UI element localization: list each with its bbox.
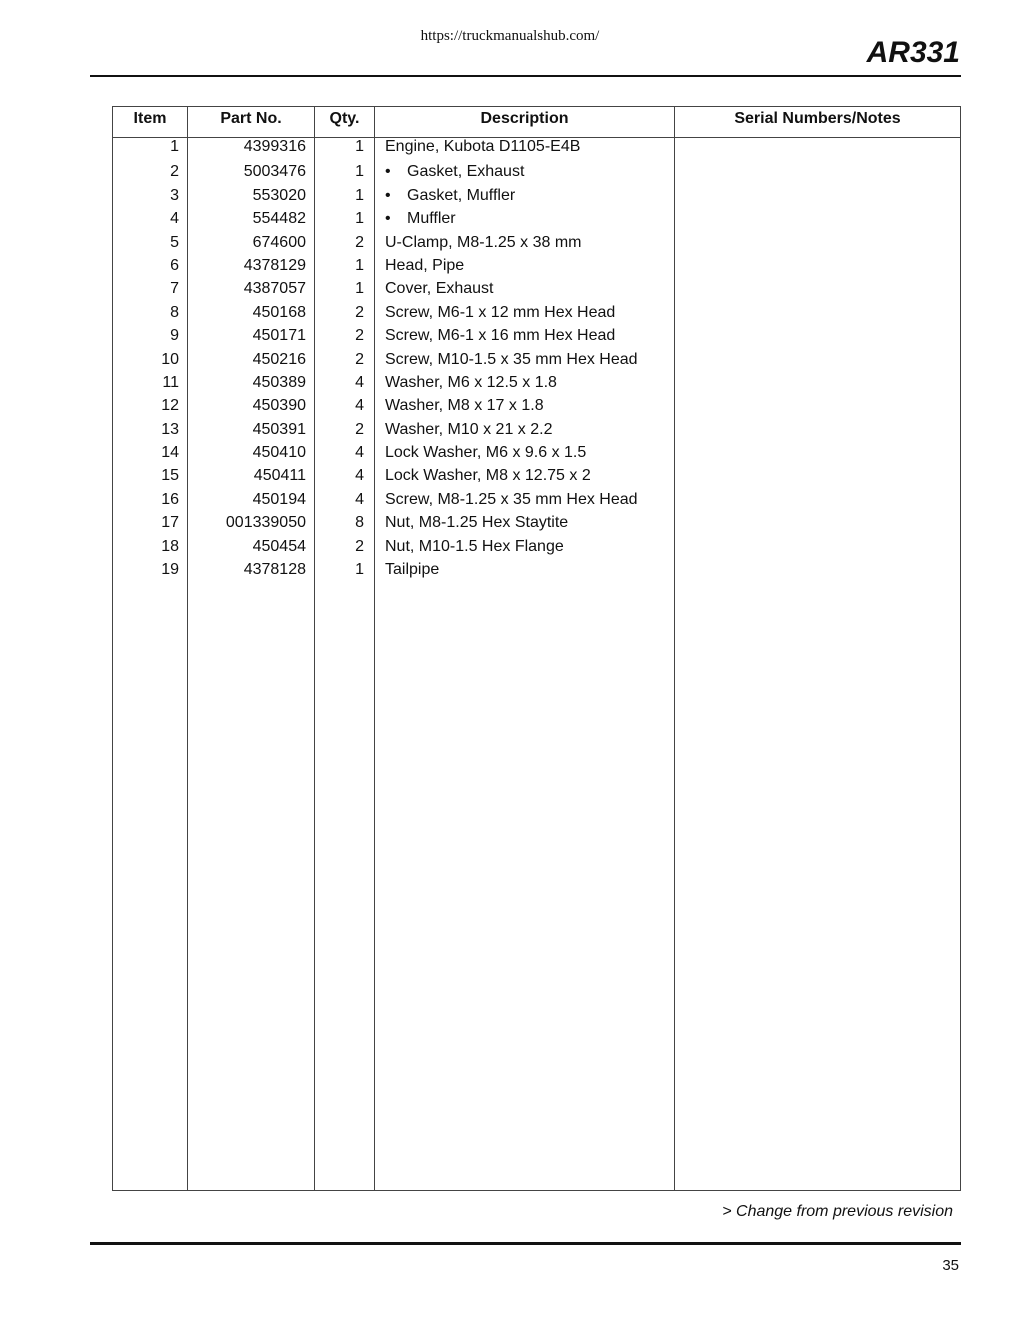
top-divider — [90, 75, 961, 77]
part-number: 4378128 — [243, 561, 306, 579]
description-text: Washer, M8 x 17 x 1.8 — [385, 397, 544, 415]
description-text: Head, Pipe — [385, 256, 465, 274]
description — [385, 324, 675, 347]
description-text: Screw, M8-1.25 x 35 mm Hex Head — [385, 490, 638, 508]
description-text: Lock Washer, M6 x 9.6 x 1.5 — [385, 444, 587, 462]
table-row — [113, 231, 960, 254]
quantity: 1 — [355, 186, 364, 204]
item-number: 11 — [162, 373, 179, 391]
description — [385, 394, 675, 417]
description — [385, 231, 675, 254]
table-row — [113, 301, 960, 324]
part-number: 553020 — [252, 186, 306, 204]
quantity: 1 — [355, 210, 364, 228]
item-number: 19 — [161, 561, 179, 579]
part-number: 450194 — [252, 490, 306, 508]
description — [385, 348, 675, 371]
source-url: https://truckmanualshub.com/ — [420, 28, 600, 44]
description-text: Gasket, Muffler — [407, 186, 516, 204]
quantity: 2 — [355, 350, 364, 368]
quantity: 1 — [355, 280, 364, 298]
item-number: 9 — [170, 327, 179, 345]
quantity: 1 — [355, 138, 364, 155]
bottom-divider — [90, 1242, 961, 1245]
description — [385, 160, 675, 183]
table-row — [113, 348, 960, 371]
description-text: Screw, M6-1 x 16 mm Hex Head — [385, 327, 616, 345]
description — [385, 137, 675, 160]
description — [385, 301, 675, 324]
quantity: 4 — [355, 490, 364, 508]
part-number: 4378129 — [243, 256, 306, 274]
description-text: Nut, M10-1.5 Hex Flange — [385, 537, 564, 555]
description — [385, 558, 675, 581]
description-text: Nut, M8-1.25 Hex Staytite — [385, 514, 569, 532]
item-number: 14 — [161, 444, 179, 462]
table-row — [113, 371, 960, 394]
table-row — [113, 207, 960, 230]
part-number: 4387057 — [243, 280, 306, 298]
quantity: 4 — [355, 373, 364, 391]
item-number: 6 — [170, 256, 179, 274]
table-row — [113, 558, 960, 581]
column-header-part-no: Part No. — [220, 110, 282, 127]
bullet-marker: • — [385, 163, 391, 181]
quantity: 2 — [355, 420, 364, 438]
item-number: 1 — [170, 138, 179, 155]
column-header-serial-notes: Serial Numbers/Notes — [734, 110, 901, 127]
description — [385, 277, 675, 300]
part-number: 450216 — [252, 350, 306, 368]
quantity: 1 — [355, 163, 364, 181]
quantity: 2 — [355, 537, 364, 555]
description-text: Muffler — [407, 210, 456, 228]
table-row — [113, 535, 960, 558]
column-header-description: Description — [480, 110, 569, 127]
description-text: Screw, M6-1 x 12 mm Hex Head — [385, 303, 616, 321]
model-title: AR331 — [866, 36, 960, 69]
description-text: Gasket, Exhaust — [407, 163, 525, 181]
quantity: 4 — [355, 444, 364, 462]
description — [385, 418, 675, 441]
bullet-marker: • — [385, 186, 391, 204]
table-row — [113, 488, 960, 511]
part-number: 5003476 — [243, 163, 306, 181]
quantity: 8 — [355, 514, 364, 532]
description — [385, 184, 675, 207]
table-row — [113, 511, 960, 534]
item-number: 13 — [161, 420, 179, 438]
description-text: Tailpipe — [385, 561, 440, 579]
table-row — [113, 277, 960, 300]
item-number: 8 — [170, 303, 179, 321]
description-text: U-Clamp, M8-1.25 x 38 mm — [385, 233, 582, 251]
item-number: 2 — [170, 163, 179, 181]
item-number: 7 — [170, 280, 179, 298]
part-number: 450390 — [252, 397, 306, 415]
page-number: 35 — [942, 1257, 959, 1274]
item-number: 17 — [161, 514, 179, 532]
item-number: 4 — [170, 210, 179, 228]
description — [385, 511, 675, 534]
table-row — [113, 394, 960, 417]
description — [385, 207, 675, 230]
item-number: 10 — [161, 350, 179, 368]
table-row — [113, 254, 960, 277]
item-number: 5 — [170, 233, 179, 251]
table-body — [113, 137, 960, 581]
quantity: 4 — [355, 467, 364, 485]
table-row — [113, 160, 960, 183]
description — [385, 441, 675, 464]
part-number: 450411 — [253, 467, 306, 485]
quantity: 2 — [355, 327, 364, 345]
quantity: 1 — [355, 561, 364, 579]
column-header-qty: Qty. — [329, 110, 360, 127]
description-text: Engine, Kubota D1105-E4B — [385, 138, 581, 155]
description — [385, 488, 675, 511]
part-number: 450391 — [252, 420, 306, 438]
bullet-marker: • — [385, 210, 391, 228]
item-number: 3 — [170, 186, 179, 204]
column-header-item: Item — [133, 110, 167, 127]
description-text: Cover, Exhaust — [385, 280, 494, 298]
table-row — [113, 441, 960, 464]
description-text: Washer, M10 x 21 x 2.2 — [385, 420, 553, 438]
table-row — [113, 418, 960, 441]
table-row — [113, 464, 960, 487]
parts-table — [112, 106, 961, 1191]
quantity: 2 — [355, 303, 364, 321]
part-number: 001339050 — [225, 514, 306, 532]
table-row — [113, 324, 960, 347]
description — [385, 371, 675, 394]
quantity: 2 — [355, 233, 364, 251]
part-number: 450171 — [252, 327, 306, 345]
quantity: 1 — [355, 256, 364, 274]
table-row — [113, 137, 960, 160]
description — [385, 254, 675, 277]
description-text: Washer, M6 x 12.5 x 1.8 — [385, 373, 557, 391]
part-number: 450454 — [252, 537, 306, 555]
table-row — [113, 184, 960, 207]
part-number: 450168 — [252, 303, 306, 321]
quantity: 4 — [355, 397, 364, 415]
description — [385, 535, 675, 558]
part-number: 554482 — [252, 210, 306, 228]
part-number: 674600 — [252, 233, 306, 251]
description-text: Lock Washer, M8 x 12.75 x 2 — [385, 467, 591, 485]
part-number: 450410 — [252, 444, 306, 462]
description-text: Screw, M10-1.5 x 35 mm Hex Head — [385, 350, 638, 368]
description — [385, 464, 675, 487]
revision-note: > Change from previous revision — [722, 1203, 953, 1220]
item-number: 16 — [161, 490, 179, 508]
item-number: 18 — [161, 537, 179, 555]
item-number: 15 — [161, 467, 179, 485]
part-number: 450389 — [252, 373, 306, 391]
item-number: 12 — [161, 397, 179, 415]
part-number: 4399316 — [243, 138, 306, 155]
